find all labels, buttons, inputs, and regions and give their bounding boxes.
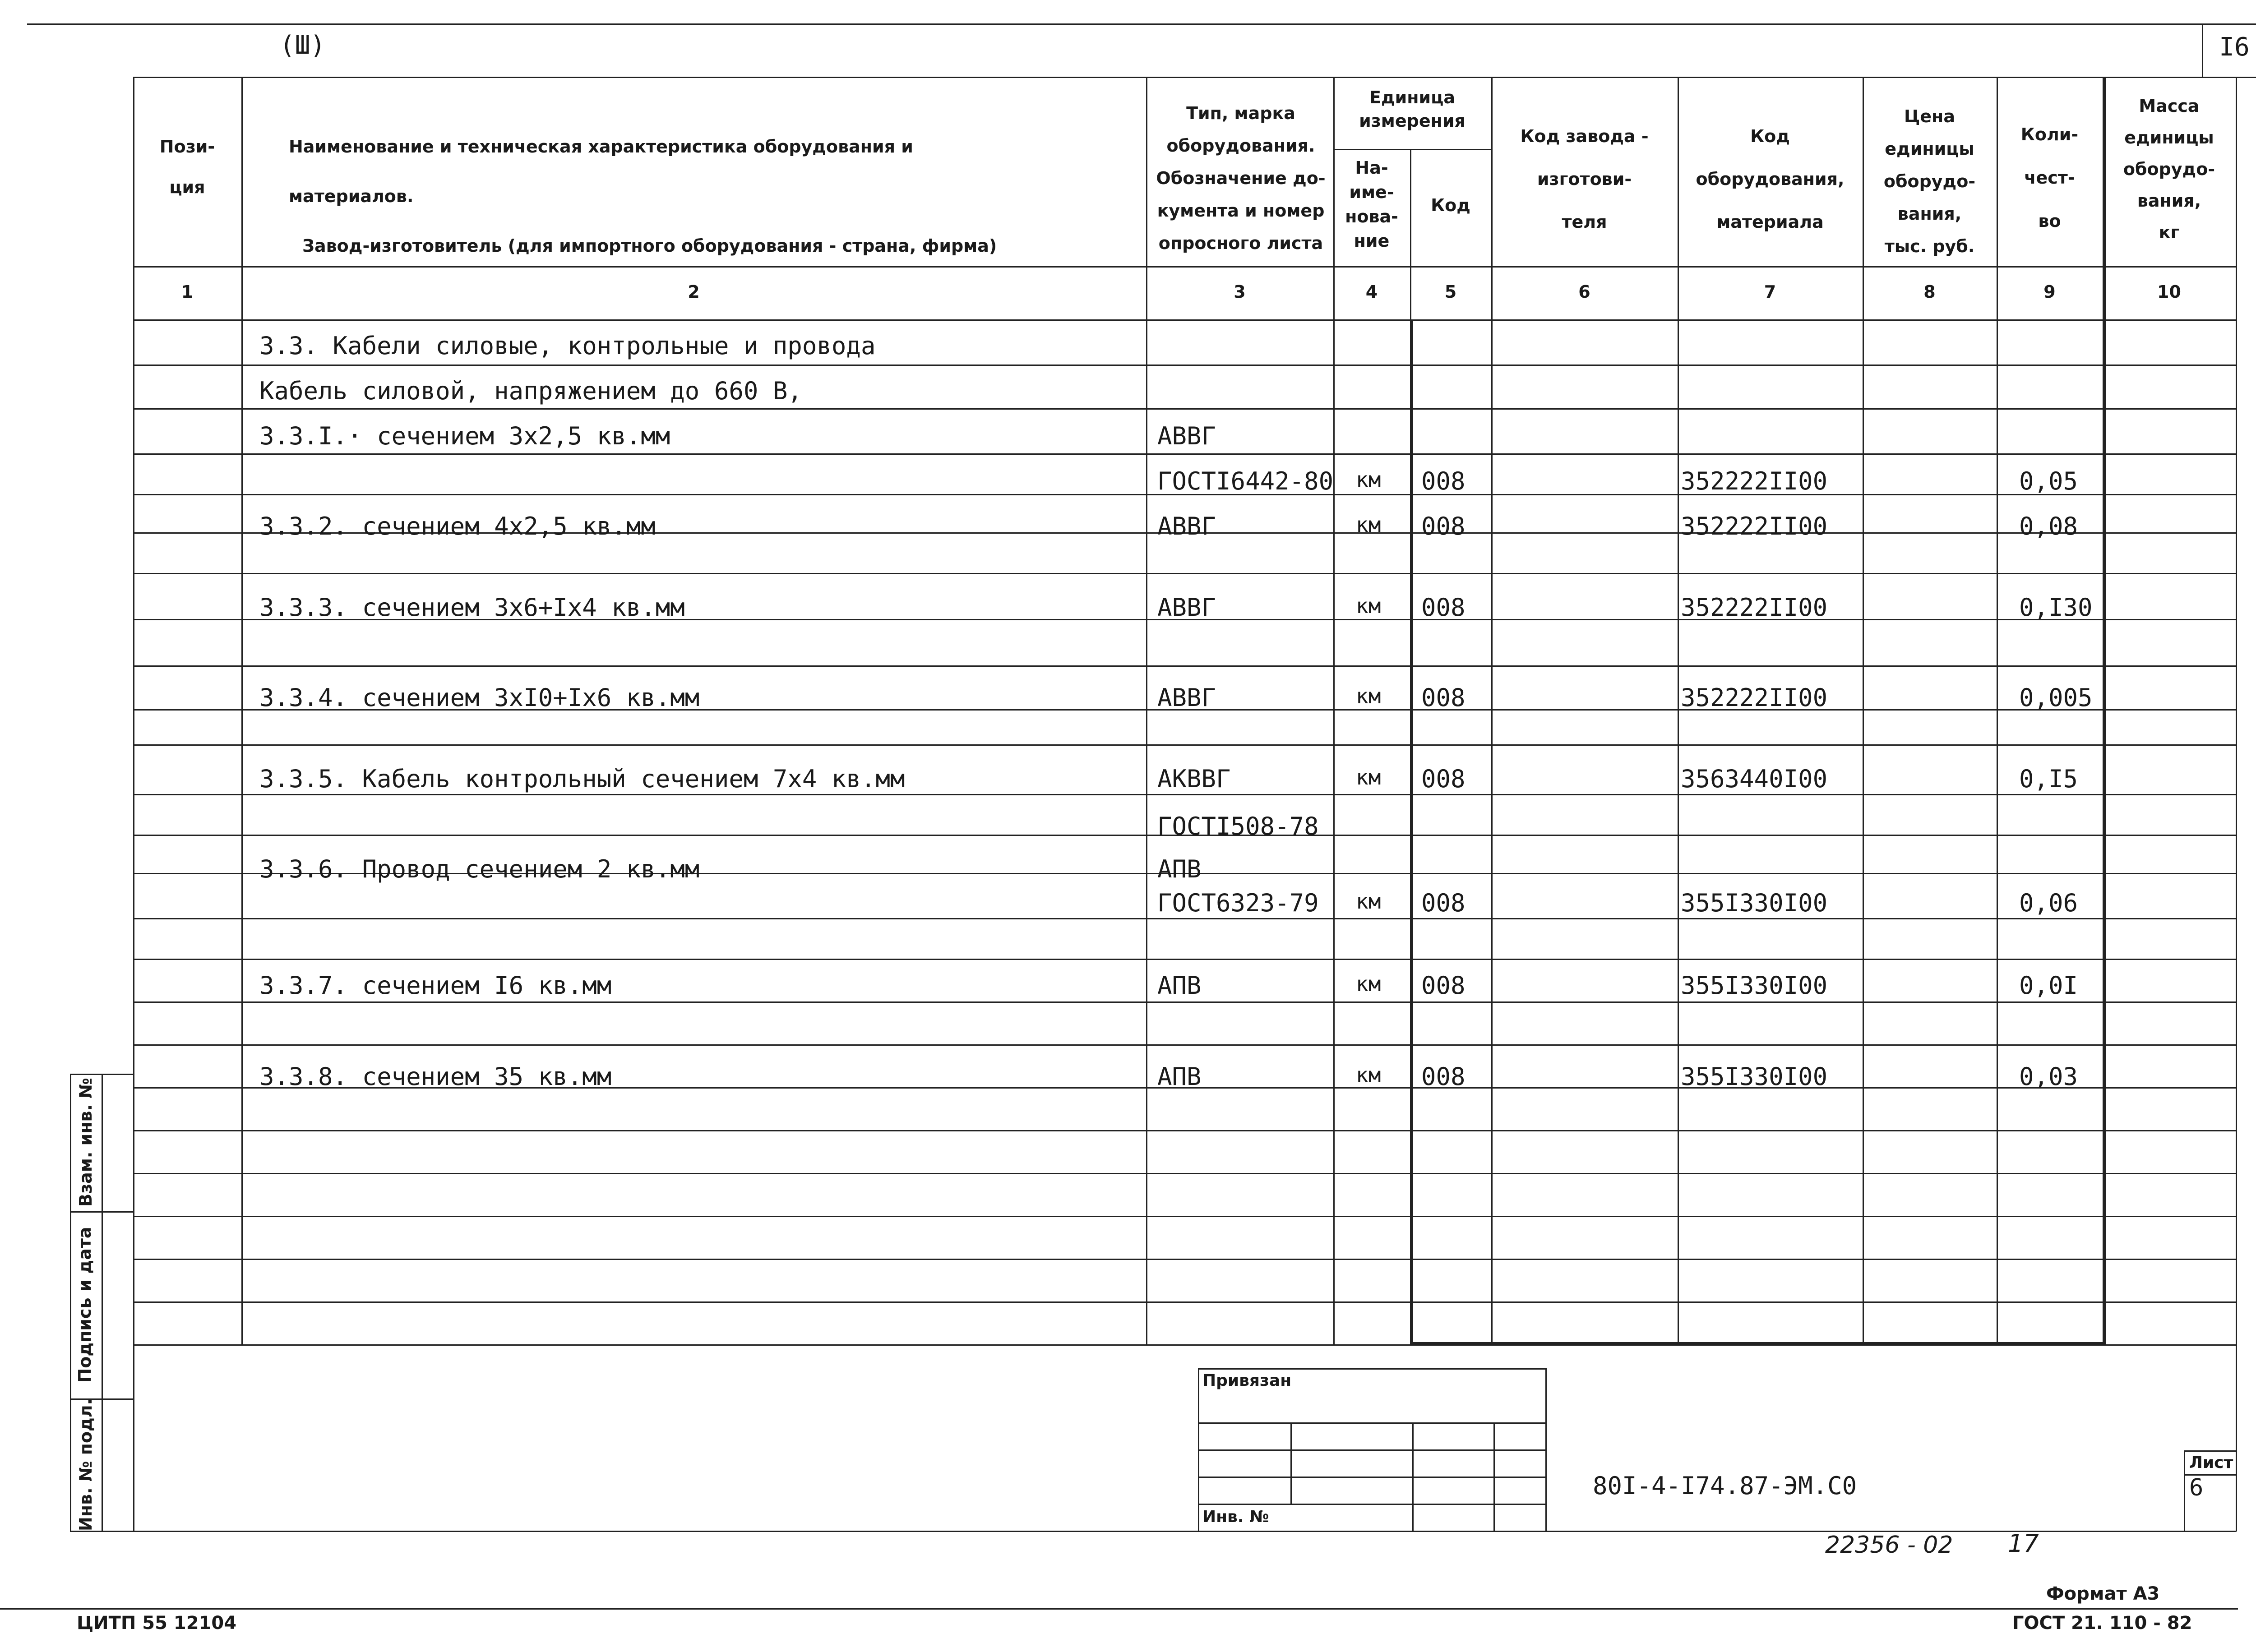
cell-type: ГОСТ6323-79 (1157, 889, 1319, 917)
col-line-6 (1678, 77, 1679, 1344)
footer-format: Формат А3 (2046, 1583, 2160, 1604)
tb-sheet-left (2184, 1450, 2185, 1532)
cell-mat-code: 355I330I00 (1681, 889, 1828, 917)
colnum-2: 2 (688, 282, 700, 302)
cell-name: 3.3.5. Кабель контрольный сечением 7х4 кв.мм (259, 765, 905, 793)
cell-name: 3.3. Кабели силовые, контрольные и провода (259, 332, 876, 360)
cell-type: АВВГ (1157, 683, 1216, 712)
cell-name: 3.3.I.· сечением 3х2,5 кв.мм (259, 422, 670, 450)
hdr-quantity (1997, 113, 2103, 243)
col-line-4-thick (1410, 319, 1413, 1344)
colnum-7: 7 (1764, 282, 1776, 302)
cell-type: АВВГ (1157, 422, 1216, 450)
tb-sheet-label: Лист (2189, 1454, 2233, 1472)
hdr-price-l4: вания, (1897, 204, 1962, 224)
cell-mat-code: 352222II00 (1681, 512, 1828, 540)
hdr-type-l2: оборудования. (1166, 136, 1315, 156)
footer-handwritten-page: 17 (2008, 1529, 2039, 1558)
hdr-unit-group (1333, 86, 1491, 133)
stamp-podpis-data: Подпись и дата (75, 1227, 95, 1383)
row-line (133, 794, 2236, 795)
stamp-left (70, 1074, 71, 1532)
footer-line (0, 1608, 2238, 1610)
hdr-price-l5: тыс. руб. (1884, 236, 1975, 256)
row-line (133, 408, 2236, 410)
page-number-divider (2202, 23, 2203, 78)
hdr-mass-l5: кг (2159, 222, 2180, 242)
footer-left-code: ЦИТП 55 12104 (77, 1613, 237, 1634)
hdr-qty-l2: чест- (2024, 168, 2075, 188)
hdr-type-l5: опросного листа (1158, 233, 1323, 253)
col-line-5 (1491, 77, 1493, 1344)
hdr-material-l3: материала (1716, 212, 1824, 232)
cell-name: 3.3.8. сечением 35 кв.мм (259, 1062, 612, 1091)
cell-mat-code: 3563440I00 (1681, 765, 1828, 793)
page-number: I6 (2219, 32, 2250, 62)
row-line (133, 1001, 2236, 1003)
cell-mat-code: 352222II00 (1681, 467, 1828, 495)
hdr-position (133, 126, 241, 208)
hdr-unit-code: Код (1431, 195, 1470, 215)
hdr-mass-l1: Масса (2139, 96, 2200, 116)
row-line (133, 1216, 2236, 1217)
colnum-6: 6 (1578, 282, 1590, 302)
cell-type: ГОСТI6442-80 (1157, 467, 1334, 495)
hdr-qty-l3: во (2038, 211, 2061, 231)
footer-right-code: ГОСТ 21. 110 - 82 (2012, 1613, 2192, 1634)
table-top (133, 77, 2236, 78)
row-line (133, 453, 2236, 455)
cell-mat-code: 352222II00 (1681, 593, 1828, 622)
colnum-9: 9 (2043, 282, 2056, 302)
body-bottom (133, 1344, 2236, 1346)
hdr-unit-l1: Единица (1369, 88, 1455, 107)
cell-code: 008 (1421, 512, 1465, 540)
cell-type: АВВГ (1157, 512, 1216, 540)
frame-top (27, 23, 2256, 25)
footer-handwritten: 22356 - 02 (1825, 1532, 1953, 1559)
cell-name: 3.3.7. сечением I6 кв.мм (259, 971, 612, 1000)
hdr-price-l1: Цена (1904, 106, 1955, 126)
cell-name: Кабель силовой, напряжением до 660 В, (259, 377, 802, 405)
cell-qty: 0,0I (2019, 971, 2078, 1000)
cell-type: АПВ (1157, 1062, 1202, 1091)
col-line-10 (2236, 77, 2237, 1532)
tb-privyazan: Привязан (1202, 1371, 1292, 1390)
hdr-name-l2: Завод-изготовитель (для импортного оборудования - страна, фирма) (302, 236, 997, 256)
stamp-inv-podl: Инв. № подл. (76, 1398, 96, 1532)
colnum-3: 3 (1234, 282, 1246, 302)
cell-qty: 0,03 (2019, 1062, 2078, 1091)
hdr-type (1148, 97, 1333, 259)
cell-unit: км (1356, 594, 1381, 618)
colnum-4: 4 (1365, 282, 1378, 302)
hdr-mass (2103, 90, 2236, 248)
tb-col-1 (1290, 1422, 1292, 1504)
cell-mat-code: 352222II00 (1681, 683, 1828, 712)
row-line (133, 1130, 2236, 1131)
colnum-5: 5 (1444, 282, 1457, 302)
hdr-material-l1: Код (1750, 126, 1790, 146)
colnum-10: 10 (2157, 282, 2181, 302)
cell-unit: км (1356, 1063, 1381, 1087)
cell-type: АПВ (1157, 855, 1202, 883)
cell-qty: 0,005 (2019, 683, 2093, 712)
cell-name: 3.3.2. сечением 4х2,5 кв.мм (259, 512, 656, 540)
cell-code: 008 (1421, 593, 1465, 622)
stamp-inner (102, 1074, 103, 1532)
tb-right (1545, 1368, 1547, 1531)
hdr-material-l2: оборудования, (1696, 169, 1845, 189)
row-line (133, 918, 2236, 919)
row-line (133, 665, 2236, 667)
tb-col-3 (1493, 1422, 1495, 1531)
tb-main-top (2184, 1450, 2236, 1452)
hdr-unitname-l4: ние (1354, 231, 1390, 251)
hdr-price-l2: единицы (1885, 139, 1974, 159)
cell-mat-code: 355I330I00 (1681, 1062, 1828, 1091)
hdr-factory-l1: Код завода - (1520, 126, 1649, 146)
cell-type: АВВГ (1157, 593, 1216, 622)
hdr-unitname-l1: На- (1355, 158, 1388, 178)
cell-type: АКВВГ (1157, 765, 1231, 793)
hdr-name-l1: Наименование и техническая характеристика оборудования и материалов. (289, 137, 913, 206)
col-line-3 (1333, 77, 1335, 1344)
cell-unit: км (1356, 512, 1381, 537)
row-line (133, 1044, 2236, 1046)
cell-unit: км (1356, 684, 1381, 708)
row-line (133, 959, 2236, 960)
cell-code: 008 (1421, 683, 1465, 712)
tb-inv-no: Инв. № (1202, 1508, 1269, 1526)
tb-top (1198, 1368, 1545, 1370)
hdr-name (253, 122, 1042, 271)
cell-type: ГОСТI508-78 (1157, 812, 1319, 840)
hdr-unit-name (1333, 156, 1410, 253)
stamp-vzam-inv: Взам. инв. № (76, 1078, 96, 1207)
cell-qty: 0,06 (2019, 889, 2078, 917)
row-line (133, 1301, 2236, 1303)
cell-qty: 0,I5 (2019, 765, 2078, 793)
col-line-8 (1997, 77, 1998, 1344)
hdr-unit-l2: измерения (1359, 111, 1465, 131)
colnum-bottom (133, 319, 2236, 321)
cell-code: 008 (1421, 971, 1465, 1000)
hdr-qty-l1: Коли- (2020, 125, 2079, 144)
hdr-factory-l3: теля (1562, 212, 1607, 232)
hdr-type-l4: кумента и номер (1157, 201, 1325, 221)
cell-name: 3.3.3. сечением 3х6+Iх4 кв.мм (259, 593, 685, 622)
hdr-factory-code (1491, 115, 1678, 244)
cell-type: АПВ (1157, 971, 1202, 1000)
row-line (133, 1259, 2236, 1260)
colnum-1: 1 (181, 282, 194, 302)
cell-code: 008 (1421, 765, 1465, 793)
cell-unit: км (1356, 467, 1381, 492)
hdr-mass-l3: оборудо- (2123, 159, 2215, 179)
row-line (133, 573, 2236, 574)
col-line-9 (2103, 77, 2106, 1344)
cell-code: 008 (1421, 889, 1465, 917)
hdr-mass-l2: единицы (2124, 128, 2214, 148)
cell-qty: 0,I30 (2019, 593, 2093, 622)
hdr-position-l2: ция (169, 177, 205, 197)
unit-sub-line (1333, 149, 1491, 150)
row-line (133, 1173, 2236, 1174)
tb-doc-code: 80I-4-I74.87-ЭМ.С0 (1593, 1472, 1857, 1500)
cell-name: 3.3.6. Провод сечением 2 кв.мм (259, 855, 700, 883)
cell-unit: км (1356, 889, 1381, 914)
hdr-type-l1: Тип, марка (1186, 103, 1295, 123)
row-line (133, 365, 2236, 366)
cell-unit: км (1356, 765, 1381, 789)
cell-qty: 0,08 (2019, 512, 2078, 540)
hdr-factory-l2: изготови- (1537, 169, 1632, 189)
cell-mat-code: 355I330I00 (1681, 971, 1828, 1000)
row-line (133, 744, 2236, 746)
hdr-unitname-l3: нова- (1345, 207, 1398, 226)
col-line-7 (1863, 77, 1864, 1344)
tb-sheet-number: 6 (2189, 1474, 2204, 1501)
col-line-2 (1146, 77, 1147, 1344)
hdr-type-l3: Обозначение до- (1156, 168, 1326, 188)
hdr-material-code (1678, 115, 1863, 244)
hdr-price-l3: оборудо- (1883, 171, 1976, 191)
cell-code: 008 (1421, 467, 1465, 495)
hdr-price (1863, 100, 1997, 263)
cell-name: 3.3.4. сечением 3хI0+Iх6 кв.мм (259, 683, 700, 712)
colnum-8: 8 (1923, 282, 1936, 302)
cell-qty: 0,05 (2019, 467, 2078, 495)
sheet-label: (Ш) (280, 31, 326, 60)
cell-unit: км (1356, 972, 1381, 996)
hdr-unitname-l2: име- (1349, 182, 1394, 202)
hdr-mass-l4: вания, (2137, 191, 2201, 211)
hdr-position-l1: Пози- (159, 137, 215, 157)
tb-col-2 (1412, 1422, 1414, 1531)
col-line-1 (241, 77, 243, 1344)
cell-code: 008 (1421, 1062, 1465, 1091)
